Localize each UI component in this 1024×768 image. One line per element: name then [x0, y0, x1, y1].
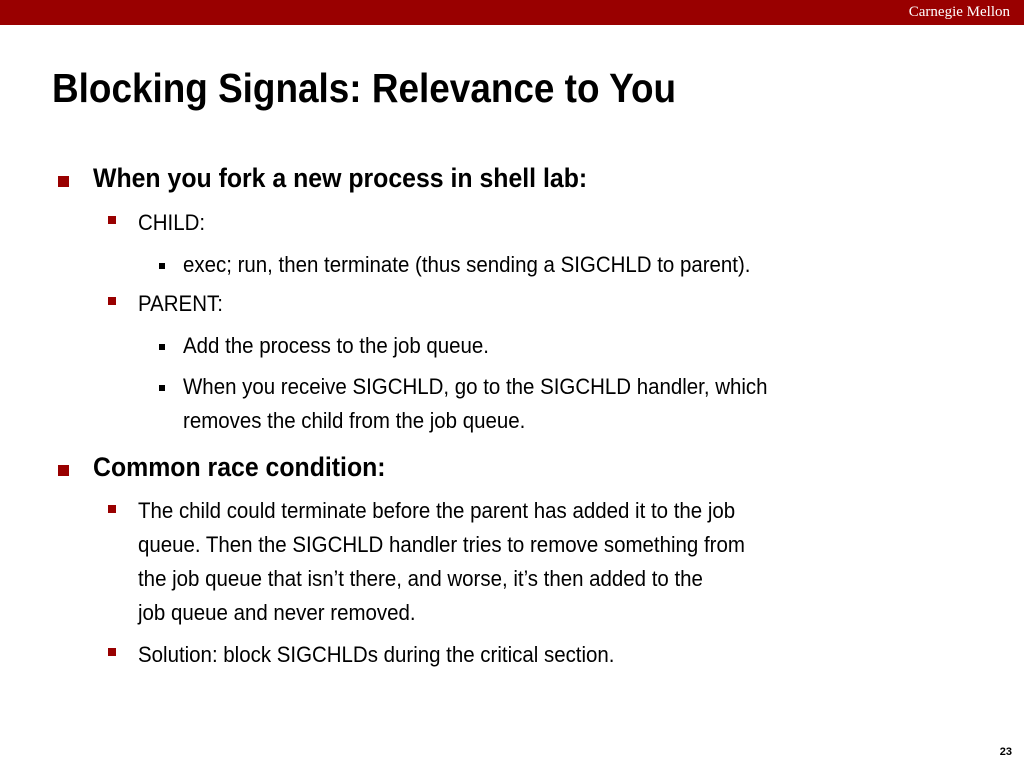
square-bullet-icon: [108, 505, 116, 513]
problem-line: the job queue that isn’t there, and worse, it’s then added to the: [138, 566, 703, 591]
parent-detail-2-line-1: When you receive SIGCHLD, go to the SIGCHLD handler, which: [183, 374, 768, 399]
page-number: 23: [999, 746, 1012, 758]
square-bullet-icon: [108, 648, 116, 656]
square-bullet-icon: [58, 465, 69, 476]
problem-line: The child could terminate before the parent has added it to the job: [138, 498, 736, 523]
organization-name: Carnegie Mellon: [908, 4, 1010, 20]
slide-title: Blocking Signals: Relevance to You: [52, 65, 677, 111]
child-detail: exec; run, then terminate (thus sending a SIGCHLD to parent).: [183, 252, 751, 277]
problem-line: job queue and never removed.: [138, 600, 416, 625]
square-bullet-icon: [108, 297, 116, 305]
parent-detail-2-line-2: removes the child from the job queue.: [183, 408, 526, 433]
fork-heading: When you fork a new process in shell lab:: [93, 163, 588, 193]
problem-line: queue. Then the SIGCHLD handler tries to remove something from: [138, 532, 745, 557]
parent-label: PARENT:: [138, 291, 223, 316]
race-heading: Common race condition:: [93, 452, 386, 482]
solution-text: Solution: block SIGCHLDs during the critical section.: [138, 642, 615, 667]
square-bullet-icon: [159, 385, 165, 391]
parent-detail-1: Add the process to the job queue.: [183, 333, 489, 358]
square-bullet-icon: [108, 216, 116, 224]
square-bullet-icon: [159, 263, 165, 269]
header-bar: [0, 0, 1024, 25]
square-bullet-icon: [159, 344, 165, 350]
square-bullet-icon: [58, 176, 69, 187]
child-label: CHILD:: [138, 210, 206, 235]
